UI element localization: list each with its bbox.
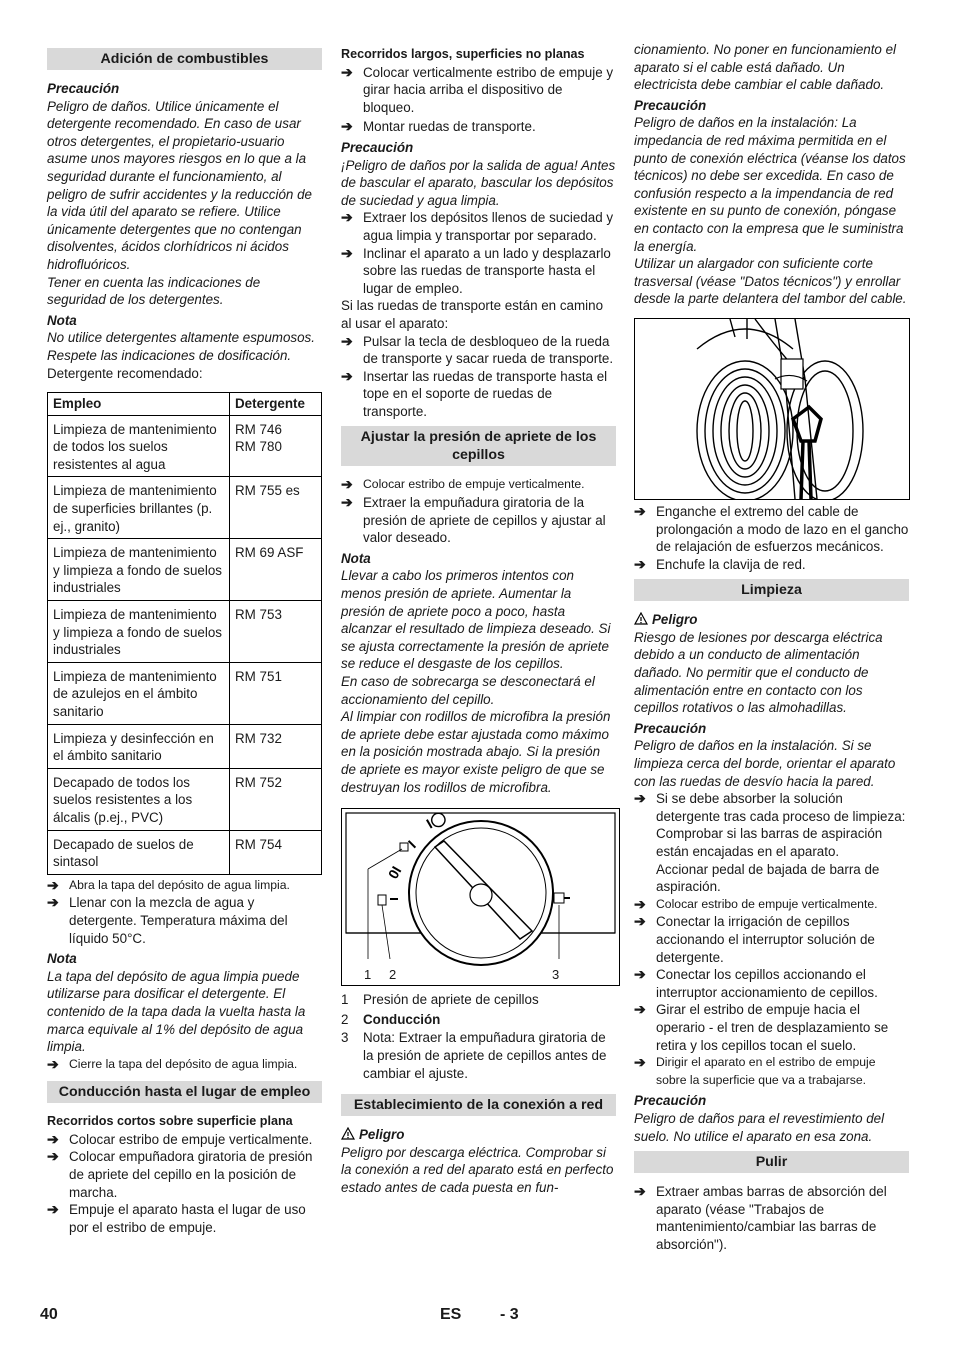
table-cell-detergente: RM 751 xyxy=(230,662,322,724)
warning-icon xyxy=(341,1127,355,1140)
table-header-row xyxy=(48,393,322,416)
table-cell-empleo: Decapado de suelos de sintasol xyxy=(48,830,230,874)
caution-label-2: Precaución xyxy=(341,139,414,155)
caution-label-5: Precaución xyxy=(634,1093,707,1109)
table-row xyxy=(48,477,322,539)
note-text-overload: En caso de sobrecarga se desconectará el accionamiento del cepillo. xyxy=(341,674,595,707)
arrow-icon: ➔ xyxy=(634,555,646,572)
svg-text:0I: 0I xyxy=(384,863,405,882)
arrow-icon: ➔ xyxy=(634,1001,646,1018)
arrow-icon: ➔ xyxy=(47,876,59,893)
cable-hook-figure xyxy=(634,318,910,500)
step-list-item: ➔ Girar el estribo de empuje hacia el operario - el tren de desplazamiento se retira y los cepillos tocan el suelo. xyxy=(634,1001,889,1053)
table-cell-empleo: Limpieza de mantenimiento y limpieza a fondo de suelos industriales xyxy=(48,601,230,663)
arrow-icon: ➔ xyxy=(634,502,646,519)
subheading-long-routes: Recorridos largos, superficies no planas xyxy=(341,47,585,61)
step-list-item: ➔ Enganche el extremo del cable de prolongación a modo de lazo en el gancho de relajación de esfuerzos mecánicos. xyxy=(634,502,909,555)
page-footer xyxy=(0,1306,954,1330)
table-row xyxy=(48,539,322,601)
step-list-item: ➔ Enchufe la clavija de red. xyxy=(634,555,806,572)
arrow-icon: ➔ xyxy=(634,1183,646,1200)
table-cell-detergente: RM 746 RM 780 xyxy=(230,415,322,477)
step-list-item: ➔ Conectar la irrigación de cepillos accionando el interruptor solución de detergente. xyxy=(634,913,875,965)
step-list-item: ➔ Dirigir el aparato en el estribo de empuje sobre la superficie que va a trabajarse. xyxy=(634,1054,909,1089)
step-list-item: ➔ Inclinar el aparato a un lado y desplazarlo sobre las ruedas de transporte hasta el lugar de empleo. xyxy=(341,244,611,296)
table-cell-empleo: Limpieza de mantenimiento de azulejos en el ámbito sanitario xyxy=(48,662,230,724)
page-number: 40 xyxy=(40,1306,58,1323)
caution-label-4: Precaución xyxy=(634,720,707,736)
step-list-item: ➔ Extraer la empuñadura giratoria de la presión de apriete de cepillos y ajustar al valor deseado. xyxy=(341,494,606,546)
subheading-short-routes: Recorridos cortos sobre superficie plana xyxy=(47,1114,293,1129)
table-cell-detergente: RM 69 ASF xyxy=(230,539,322,601)
cable-hook-drawing xyxy=(635,319,909,499)
arrow-icon: ➔ xyxy=(341,118,353,135)
step-list-item: ➔ Empuje el aparato hasta el lugar de uso por el estribo de empuje. xyxy=(47,1201,306,1235)
svg-text:I◯: I◯ xyxy=(423,809,449,832)
warning-icon xyxy=(634,612,648,625)
caution-text-extension: Utilizar un alargador con suficiente corte trasversal (véase "Datos técnicos") y enrollar desde la parte delantera del tambor del cable. xyxy=(634,256,907,307)
arrow-icon: ➔ xyxy=(634,790,646,807)
step-list-item: ➔ Extraer ambas barras de absorción del aparato (véase "Trabajos de mantenimiento/cambiar las barras de absorción"). xyxy=(634,1183,887,1252)
arrow-icon: ➔ xyxy=(341,476,353,493)
language-code: ES xyxy=(440,1306,462,1323)
detergent-table xyxy=(47,392,322,875)
section-title-conduccion: Conducción hasta el lugar de empleo xyxy=(47,1081,322,1103)
note-label-2: Nota xyxy=(47,951,77,967)
danger-text-electric: Peligro por descarga eléctrica. Comprobar si la conexión a red del aparato está en perfecto estado antes de cada puesta en fun- xyxy=(341,1144,614,1195)
step-list-item: ➔ Colocar empuñadora giratoria de presión de apriete del cepillo en la posición de marcha. xyxy=(47,1148,313,1200)
arrow-icon: ➔ xyxy=(341,63,353,80)
arrow-icon: ➔ xyxy=(341,332,353,349)
legend-item: 1 Presión de apriete de cepillos xyxy=(341,992,539,1008)
table-row xyxy=(48,415,322,477)
caution-text-2: Tener en cuenta las indicaciones de seguridad de los detergentes. xyxy=(47,274,261,308)
wheels-condition-text: Si las ruedas de transporte están en camino al usar el aparato: xyxy=(341,298,604,331)
legend-item: 3 Nota: Extraer la empuñadura giratoria de la presión de apriete de cepillos antes de cambiar el ajuste. xyxy=(341,1030,607,1081)
section-title-conexion: Establecimiento de la conexión a red xyxy=(341,1094,616,1116)
caution-label: Precaución xyxy=(47,81,120,96)
section-title-presion: Ajustar la presión de apriete de los cepillos xyxy=(341,426,616,466)
note-text: No utilice detergentes altamente espumosos. Respete las indicaciones de dosificación. xyxy=(47,330,315,363)
table-row xyxy=(48,662,322,724)
table-cell-detergente: RM 752 xyxy=(230,768,322,830)
arrow-icon: ➔ xyxy=(47,1055,59,1072)
section-title-limpieza: Limpieza xyxy=(634,579,909,601)
danger-text-cable: Riesgo de lesiones por descarga eléctrica debido a un conducto de alimentación dañado. No permitir que el conducto de alimentación entre en contacto con los cepillos rotativos o las almohadillas. xyxy=(634,629,883,716)
arrow-icon: ➔ xyxy=(634,913,646,930)
table-cell-empleo: Limpieza de mantenimiento de superficies brillantes (p. ej., granito) xyxy=(48,477,230,539)
note-text-pressure: Llevar a cabo los primeros intentos con menos presión de apriete. Aumentar la presión de apriete poco a poco, hasta alcanzar el resultado de limpieza deseado. Si se ajusta correctamente la presión de apriete se reduce el desgaste de los cepillos. xyxy=(341,568,611,672)
legend-item: 2 Conducción xyxy=(341,1011,441,1027)
column-right xyxy=(634,41,909,1253)
pressure-dial-drawing xyxy=(342,809,619,985)
step-list-item: ➔ Conectar los cepillos accionando el interruptor accionamiento de cepillos. xyxy=(634,966,878,1000)
arrow-icon: ➔ xyxy=(47,894,59,911)
step-open-lid: ➔ Abra la tapa del depósito de agua limpia. xyxy=(47,876,290,893)
danger-label-2: Peligro xyxy=(634,611,909,629)
table-cell-detergente: RM 753 xyxy=(230,601,322,663)
figure-legend xyxy=(341,990,616,1082)
arrow-icon: ➔ xyxy=(634,966,646,983)
table-row xyxy=(48,830,322,874)
section-page-number: - 3 xyxy=(500,1306,519,1323)
pressure-dial-figure xyxy=(341,808,620,986)
table-header-empleo: Empleo xyxy=(48,393,230,416)
caution-text-impedance: Peligro de daños en la instalación: La impedancia de red máxima permitida en el punto de conexión eléctrica (véanse los datos técnicos) no debe ser excedida. En caso de confusión respecto a la impendancia de red existente en su punto de conexión, póngase en contacto con la empresa que le suministra la energía. xyxy=(634,115,906,254)
step-list-item: ➔ Pulsar la tecla de desbloqueo de la rueda de transporte y sacar rueda de transporte. xyxy=(341,332,614,367)
table-row xyxy=(48,724,322,768)
table-cell-detergente: RM 732 xyxy=(230,724,322,768)
arrow-icon: ➔ xyxy=(634,1054,646,1071)
table-cell-empleo: Limpieza de mantenimiento de todos los suelos resistentes al agua xyxy=(48,415,230,477)
step-list-item: ➔ Montar ruedas de transporte. xyxy=(341,118,536,135)
step-close-lid: ➔ Cierre la tapa del depósito de agua limpia. xyxy=(47,1055,298,1072)
arrow-icon: ➔ xyxy=(47,1201,59,1218)
section-title-adicion: Adición de combustibles xyxy=(47,48,322,70)
step-absorb-text: Si se debe absorber la solución detergente tras cada proceso de limpieza: Comprobar si las barras de aspiración están encajadas en el aparato. xyxy=(656,791,906,859)
column-middle xyxy=(341,44,616,1197)
caution-label-3: Precaución xyxy=(634,97,707,113)
note-text-microfiber: Al limpiar con rodillos de microfibra la presión de apriete debe estar ajustada como máximo en la posición mostrada abajo. Si la presión de apriete es mayor existe peligro de que se destruyan los rodillos de microfibra. xyxy=(341,709,611,795)
table-row xyxy=(48,768,322,830)
caution-text-floor: Peligro de daños para el revestimiento del suelo. No utilice el aparato en esa zona. xyxy=(634,1110,885,1144)
caution-text-edge: Peligro de daños en la instalación. Si se limpieza cerca del borde, orientar el aparato con las ruedas de desvío hacia la pared. xyxy=(634,738,896,789)
step-list-item: ➔ Insertar las ruedas de transporte hasta el tope en el soporte de ruedas de transporte. xyxy=(341,367,608,419)
step-list-item: ➔ Colocar verticalmente estribo de empuje y girar hacia arriba el dispositivo de bloqueo. xyxy=(341,63,614,115)
table-cell-empleo: Limpieza y desinfección en el ámbito sanitario xyxy=(48,724,230,768)
arrow-icon: ➔ xyxy=(341,244,353,261)
step-list-item: ➔ Colocar estribo de empuje verticalmente. xyxy=(341,476,585,493)
note-label: Nota xyxy=(47,312,77,328)
table-cell-empleo: Limpieza de mantenimiento y limpieza a fondo de suelos industriales xyxy=(48,539,230,601)
arrow-icon: ➔ xyxy=(634,895,646,912)
section-title-pulir: Pulir xyxy=(634,1151,909,1173)
caution-text-water: ¡Peligro de daños por la salida de agua! Antes de bascular el aparato, bascular los depósitos de suciedad y agua limpia. xyxy=(341,157,616,208)
figure-label-3: 3 xyxy=(552,967,560,983)
figure-label-1: 1 xyxy=(364,967,372,983)
note-text-2: La tapa del depósito de agua limpia puede utilizarse para dosificar el detergente. El contenido de la tapa dada la vuelta hasta la marca equivale al 1% del depósito de agua limpia. xyxy=(47,968,306,1055)
step-list-item: ➔ Colocar estribo de empuje verticalmente. xyxy=(47,1130,313,1147)
step-absorb-extra: Accionar pedal de bajada de barra de aspiración. xyxy=(656,861,880,895)
arrow-icon: ➔ xyxy=(341,494,353,511)
table-cell-detergente: RM 755 es xyxy=(230,477,322,539)
figure-label-2: 2 xyxy=(389,967,397,983)
step-list-item: ➔ Colocar estribo de empuje verticalmente. xyxy=(634,895,878,912)
step-list-item: ➔ Extraer los depósitos llenos de suciedad y agua limpia y transportar por separado. xyxy=(341,209,614,243)
table-cell-empleo: Decapado de todos los suelos resistentes a los álcalis (p.ej., PVC) xyxy=(48,768,230,830)
arrow-icon: ➔ xyxy=(47,1130,59,1147)
step-fill: ➔ Llenar con la mezcla de agua y detergente. Temperatura máxima del líquido 50°C. xyxy=(47,894,288,946)
table-header-detergente: Detergente xyxy=(230,393,322,416)
detergent-recommended: Detergente recomendado: xyxy=(47,365,203,381)
arrow-icon: ➔ xyxy=(341,367,353,384)
table-cell-detergente: RM 754 xyxy=(230,830,322,874)
arrow-icon: ➔ xyxy=(47,1148,59,1165)
svg-text:I: I xyxy=(404,837,419,852)
danger-text-continued: cionamiento. No poner en funcionamiento el aparato si el cable está dañado. Un electricista debe cambiar el cable dañado. xyxy=(634,42,897,93)
step-list-item xyxy=(634,790,909,896)
table-row xyxy=(48,601,322,663)
arrow-icon: ➔ xyxy=(341,209,353,226)
column-left xyxy=(47,44,322,1236)
caution-text: Peligro de daños. Utilice únicamente el detergente recomendado. En caso de usar otros detergentes, el propietario-usuario asume unos mayores riesgos en lo que a la seguridad durante el funcionamiento, al peligro de sufrir accidentes y la reducción de la vida útil del aparato se refiere. Utilice únicamente detergentes que no contengan disolventes, ácidos clorhídricos ni ácidos hidrofluóricos. xyxy=(47,98,312,272)
note-label-3: Nota xyxy=(341,550,371,566)
danger-label: Peligro xyxy=(341,1126,616,1144)
